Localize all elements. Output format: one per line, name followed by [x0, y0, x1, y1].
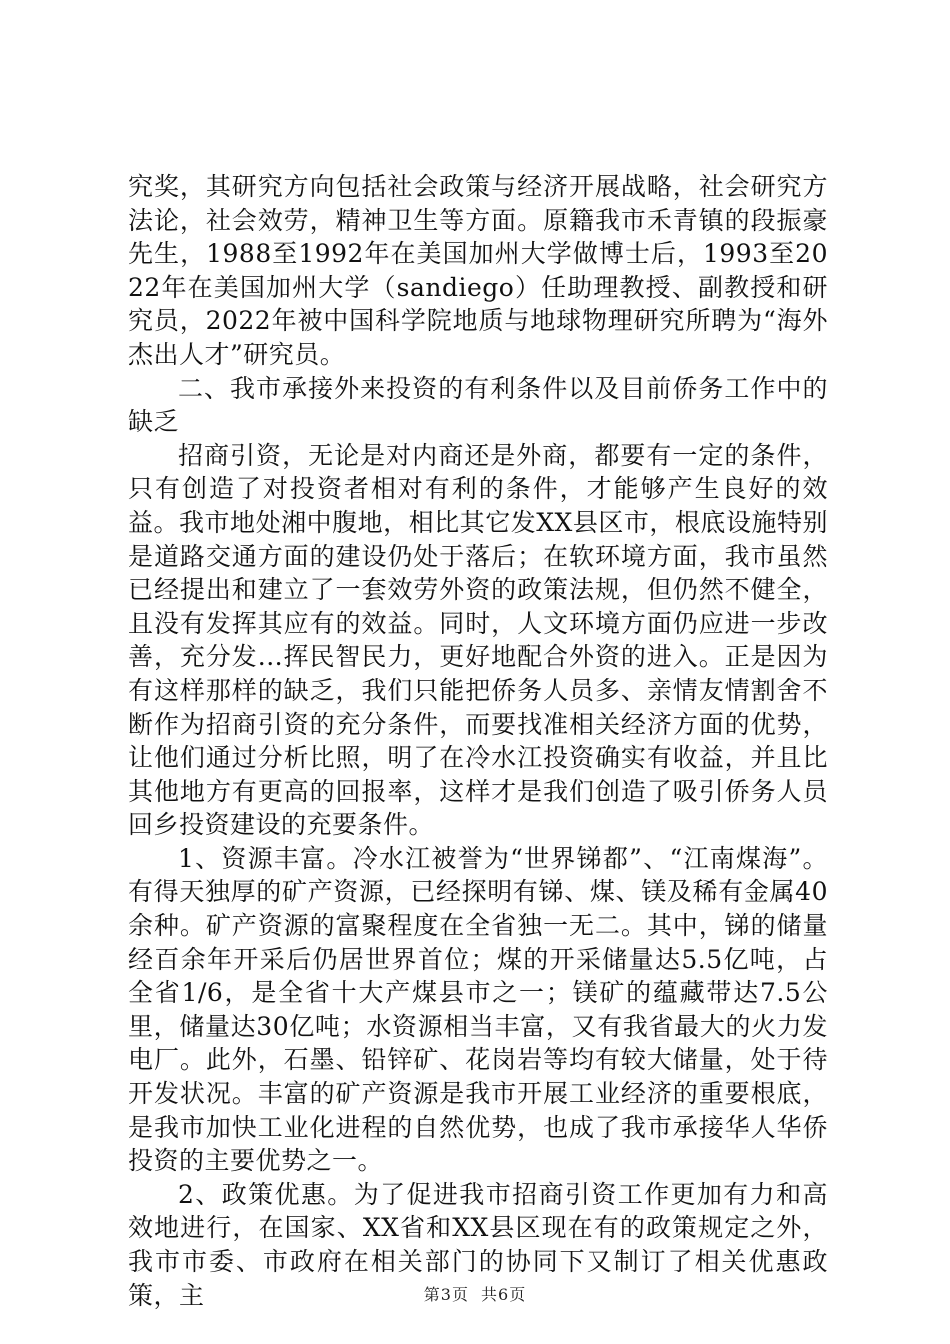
page-footer	[0, 1282, 950, 1305]
section-heading: 二、我市承接外来投资的有利条件以及目前侨务工作中的缺乏	[128, 373, 828, 437]
paragraph-investment: 招商引资，无论是对内商还是外商，都要有一定的条件，只有创造了对投资者相对有利的条件，才能够产生良好的效益。我市地处湘中腹地，相比其它发XX县区市，根底设施特别是道路交通方面的建设仍处于落后；在软环境方面，我市虽然已经提出和建立了一套效劳外资的政策法规，但仍然不健全，且没有发挥其应有的效益。同时，人文环境方面仍应进一步改善，充分发...挥民智民力，更好地配合外资的进入。正是因为有这样那样的缺乏，我们只能把侨务人员多、亲情友情割舍不断作为招商引资的充分条件，而要找准相关经济方面的优势，让他们通过分析比照，明了在冷水江投资确实有收益，并且比其他地方有更高的回报率，这样才是我们创造了吸引侨务人员回乡投资建设的充要条件。	[128, 440, 828, 840]
page-total: 共6页	[481, 1285, 527, 1304]
paragraph-resources: 1、资源丰富。冷水江被誉为“世界锑都”、“江南煤海”。有得天独厚的矿产资源，已经探明有锑、煤、镁及稀有金属40余种。矿产资源的富聚程度在全省独一无二。其中，锑的储量经百余年开采后仍居世界首位；煤的开采储量达5.5亿吨，占全省1/6，是全省十大产煤县市之一；镁矿的蕴藏带达7.5公里，储量达30亿吨；水资源相当丰富，又有我省最大的火力发电厂。此外，石墨、铅锌矿、花岗岩等均有较大储量，处于待开发状况。丰富的矿产资源是我市开展工业经济的重要根底，是我市加快工业化进程的自然优势，也成了我市承接华人华侨投资的主要优势之一。	[128, 843, 828, 1176]
document-body	[128, 170, 828, 1312]
page-number: 第3页	[423, 1285, 469, 1304]
paragraph-continued: 究奖，其研究方向包括社会政策与经济开展战略，社会研究方法论，社会效劳，精神卫生等方面。原籍我市禾青镇的段振豪先生，1988至1992年在美国加州大学做博士后，1993至2022年在美国加州大学（sandiego）任助理教授、副教授和研究员，2022年被中国科学院地质与地球物理研究所聘为“海外杰出人才”研究员。	[128, 172, 828, 369]
paragraph-policy: 2、政策优惠。为了促进我市招商引资工作更加有力和高效地进行，在国家、XX省和XX县区现在有的政策规定之外，我市市委、市政府在相关部门的协同下又制订了相关优惠政策，主	[128, 1179, 828, 1310]
